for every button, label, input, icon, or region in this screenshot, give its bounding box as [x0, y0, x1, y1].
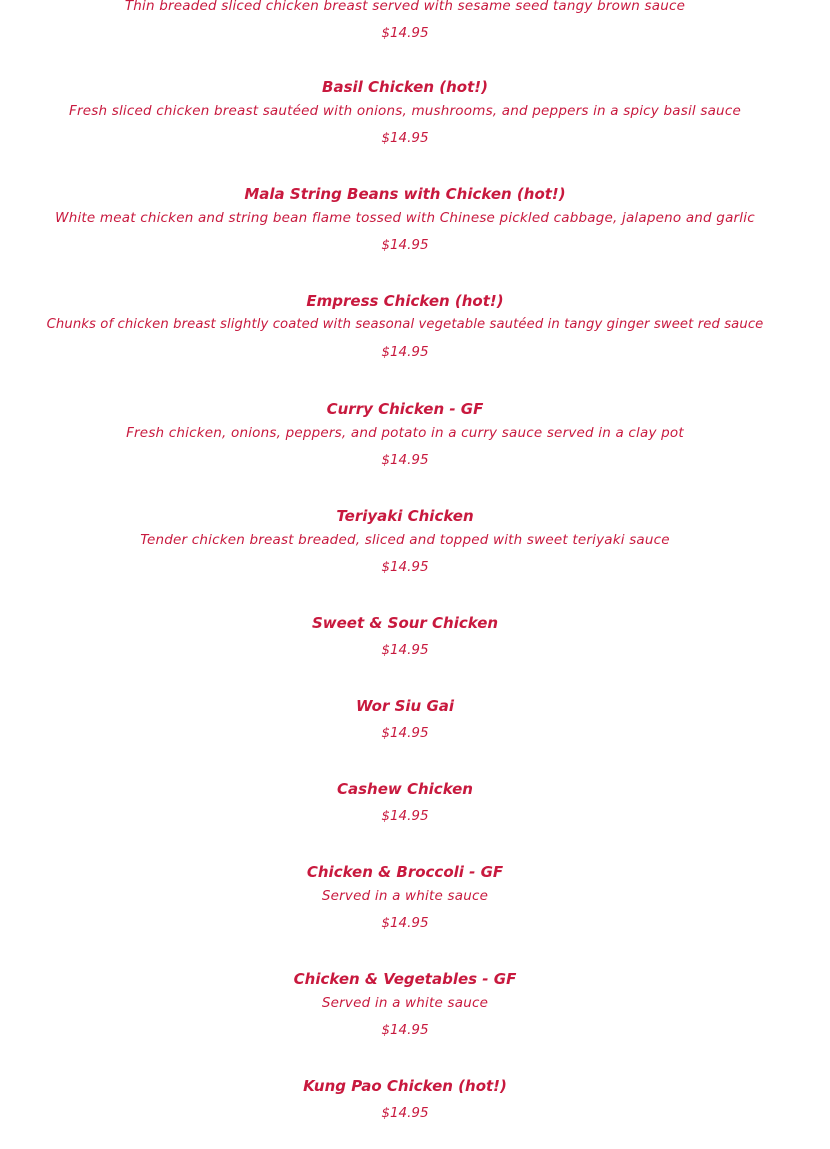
- item-price: $14.95: [381, 130, 429, 146]
- menu-item: [0, 694, 810, 745]
- menu-item: [0, 504, 810, 579]
- menu-item: [0, 967, 810, 1042]
- menu-item: [0, 182, 810, 257]
- menu-item: [0, 289, 810, 364]
- item-description: Served in a white sauce: [321, 995, 489, 1011]
- item-description: Chunks of chicken breast slightly coated with seasonal vegetable sautéed in tangy ginger sweet red sauce: [46, 317, 764, 332]
- menu-item: [0, 0, 810, 45]
- item-price: $14.95: [381, 1022, 429, 1038]
- item-name: Teriyaki Chicken: [336, 507, 474, 525]
- item-name: Chicken & Broccoli - GF: [306, 863, 504, 881]
- item-name: Basil Chicken (hot!): [322, 78, 488, 96]
- item-price: $14.95: [381, 725, 429, 741]
- item-price: $14.95: [381, 642, 429, 658]
- item-price: $14.95: [381, 25, 429, 41]
- item-description: Thin breaded sliced chicken breast served with sesame seed tangy brown sauce: [124, 0, 686, 14]
- menu-item: [0, 777, 810, 828]
- item-price: $14.95: [381, 1105, 429, 1121]
- item-name: Sweet & Sour Chicken: [311, 614, 499, 632]
- item-description: Served in a white sauce: [321, 888, 489, 904]
- item-name: Kung Pao Chicken (hot!): [303, 1077, 507, 1095]
- menu-item: [0, 75, 810, 150]
- menu-item: [0, 611, 810, 662]
- item-name: Mala String Beans with Chicken (hot!): [244, 185, 566, 203]
- item-description: Fresh chicken, onions, peppers, and potato in a curry sauce served in a clay pot: [126, 425, 684, 441]
- item-name: Curry Chicken - GF: [326, 400, 484, 418]
- item-name: Wor Siu Gai: [355, 697, 455, 715]
- item-price: $14.95: [381, 344, 429, 360]
- item-price: $14.95: [381, 237, 429, 253]
- menu-item: [0, 1074, 810, 1125]
- item-description: Tender chicken breast breaded, sliced and topped with sweet teriyaki sauce: [140, 532, 670, 548]
- item-description: White meat chicken and string bean flame tossed with Chinese pickled cabbage, jalapeno and garlic: [55, 210, 755, 226]
- item-price: $14.95: [381, 452, 429, 468]
- item-name: Empress Chicken (hot!): [306, 292, 504, 310]
- item-price: $14.95: [381, 915, 429, 931]
- item-name: Cashew Chicken: [336, 780, 473, 798]
- menu-item: [0, 397, 810, 472]
- item-price: $14.95: [381, 559, 429, 575]
- menu-item: [0, 860, 810, 935]
- item-price: $14.95: [381, 808, 429, 824]
- item-description: Fresh sliced chicken breast sautéed with onions, mushrooms, and peppers in a spicy basil sauce: [69, 103, 741, 119]
- item-name: Chicken & Vegetables - GF: [293, 970, 517, 988]
